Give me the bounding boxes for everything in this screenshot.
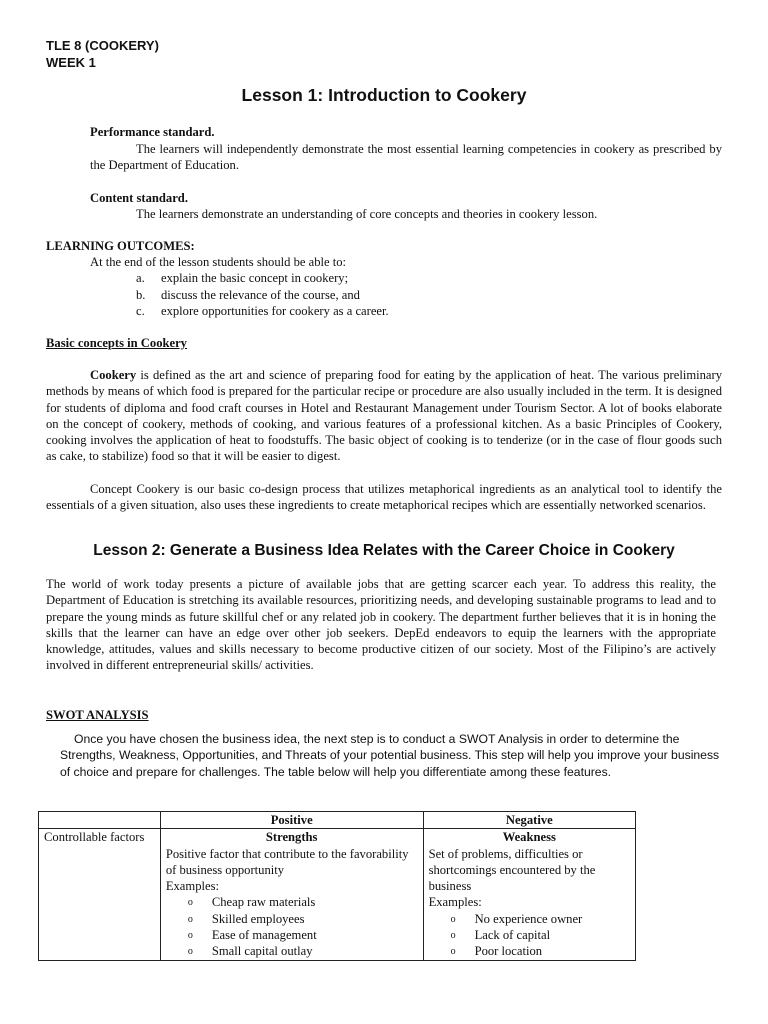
week-label: WEEK 1 [46,55,96,70]
bullet-icon: o [187,930,193,942]
lesson2-title: Lesson 2: Generate a Business Idea Relates with the Career Choice in Cookery [93,542,675,559]
document-header [46,37,159,71]
controllable-factors-label: Controllable factors [39,829,161,960]
weakness-examples-label: Examples: [428,895,482,910]
swot-paragraph: Once you have chosen the business idea, the next step is to conduct a SWOT Analysis in order to determine the Strengths, Weakness, Opportunities, and Threats of your potential business. This step will help you improve your business of choice and prepare for challenges. The table below will help you differentiate among these features. [60,732,720,779]
bullet-icon: o [450,946,456,958]
list-item: o No experience owner [451,911,630,927]
positive-header: Positive [160,812,423,829]
strengths-list [166,894,418,959]
basic-concepts-heading: Basic concepts in Cookery [46,336,187,350]
table-cell-empty [39,812,161,829]
strengths-cell [160,829,423,960]
bullet-icon: o [187,897,193,909]
outcomes-heading: LEARNING OUTCOMES: [46,239,195,253]
performance-heading: Performance standard. [90,125,215,139]
content-text: The learners demonstrate an understanding of core concepts and theories in cookery lesson. [136,207,598,221]
strengths-description: Positive factor that contribute to the favorability of business opportunity [165,846,409,877]
list-item: o Poor location [451,943,630,959]
lesson1-title: Lesson 1: Introduction to Cookery [241,85,527,105]
lesson2-intro-paragraph: The world of work today presents a picture of available jobs that are getting scarcer each year. To address this reality, the Department of Education is stretching its available resources, prioritizing needs, and developing sustainable programs to lead and to prepare the young minds as future skillful chef or any related job in cookery. The department further believes that it is in honing the skills that the learner can have an edge over other job seekers. DepEd endeavors to equip the learners with the appropriate knowledge, attitudes, values and skills necessary to become productive citizen of our society. Most of the Filipino’s are actively involved in different entrepreneurial skills/ activities. [46,577,716,673]
list-item: o Ease of management [188,927,418,943]
swot-heading: SWOT ANALYSIS [46,708,149,722]
concept-cookery-paragraph: Concept Cookery is our basic co-design process that utilizes metaphorical ingredients as an analytical tool to identify the essentials of a given situation, also uses these ingredients to create metaphorical recipes which are essentially networked scenarios. [46,482,722,513]
content-heading: Content standard. [90,191,188,205]
bullet-icon: o [187,913,193,925]
list-item: o Cheap raw materials [188,894,418,910]
bullet-icon: o [450,913,456,925]
table-row [39,829,636,960]
strengths-examples-label: Examples: [165,879,219,894]
bullet-icon: o [450,930,456,942]
weakness-list [429,911,630,960]
swot-table [38,811,636,961]
negative-header: Negative [423,812,635,829]
weakness-title: Weakness [502,830,556,845]
cookery-paragraph [46,367,722,465]
list-item: o Small capital outlay [188,943,418,959]
weakness-description: Set of problems, difficulties or shortcomings encountered by the business [428,846,596,894]
outcomes-intro: At the end of the lesson students should be able to: [90,255,347,269]
table-row [39,812,636,829]
cookery-term: Cookery [90,368,137,382]
list-item: o Skilled employees [188,911,418,927]
course-label: TLE 8 (COOKERY) [46,38,159,53]
weakness-cell [423,829,635,960]
list-item: o Lack of capital [451,927,630,943]
bullet-icon: o [187,946,193,958]
cookery-definition: is defined as the art and science of preparing food for eating by the application of heat. The various preliminary methods by means of which food is prepared for the particular recipe or procedure are also usually included in the term. It is designed for students of diploma and food craft courses in Hotel and Restaurant Management under Tourism Sector. A lot of books elaborate on the concept of cookery, methods of cooking, and various features of a professional kitchen. As a basic Principles of Cookery, cooking involves the application of heat to foodstuffs. The basic object of cooking is to tenderize (or in the case of flour goods such as cake, to stabilize) food so that it will be easier to digest. [46,368,722,464]
strengths-title: Strengths [265,830,318,845]
performance-text: The learners will independently demonstrate the most essential learning competencies in cookery as prescribed by the Department of Education. [90,142,722,173]
